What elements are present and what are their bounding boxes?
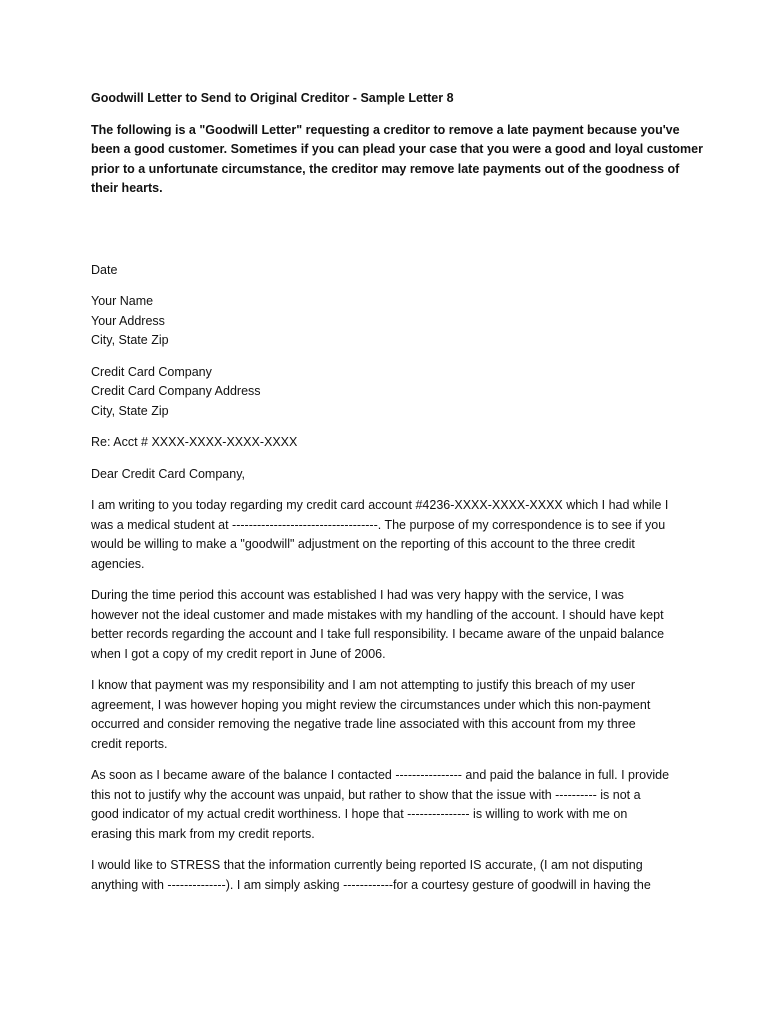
sender-address-block xyxy=(91,292,681,351)
sender-address: Your Address xyxy=(91,313,165,328)
reference-line: Re: Acct # XXXX-XXXX-XXXX-XXXX xyxy=(91,435,298,449)
paragraph-1 xyxy=(91,496,681,574)
paragraph-3 xyxy=(91,676,681,754)
paragraph-line: better records regarding the account and I take full responsibility. I became aware of the unpaid balance xyxy=(91,627,665,641)
paragraph-line: As soon as I became aware of the balance I contacted ---------------- and paid the balance in full. I provide xyxy=(91,768,670,782)
paragraph-line: During the time period this account was established I had was very happy with the service, I was xyxy=(91,588,624,602)
recipient-company: Credit Card Company xyxy=(91,364,212,379)
intro-line: prior to a unfortunate circumstance, the creditor may remove late payments out of the goodness of xyxy=(91,161,680,176)
document-title: Goodwill Letter to Send to Original Creditor - Sample Letter 8 xyxy=(91,91,454,105)
recipient-city: City, State Zip xyxy=(91,403,169,418)
intro-line: their hearts. xyxy=(91,181,163,195)
intro-line: The following is a "Goodwill Letter" requesting a creditor to remove a late payment because you've xyxy=(91,122,680,137)
intro-line: been a good customer. Sometimes if you can plead your case that you were a good and loyal customer xyxy=(91,142,703,156)
intro-text xyxy=(91,121,703,199)
paragraph-line: occurred and consider removing the negative trade line associated with this account from my three xyxy=(91,717,636,731)
paragraph-line: however not the ideal customer and made mistakes with my handling of the account. I should have kept xyxy=(91,607,664,622)
salutation: Dear Credit Card Company, xyxy=(91,466,245,481)
recipient-address-block xyxy=(91,363,681,422)
recipient-address: Credit Card Company Address xyxy=(91,384,261,398)
letter-body xyxy=(91,89,703,907)
sender-city: City, State Zip xyxy=(91,333,169,347)
paragraph-line: when I got a copy of my credit report in June of 2006. xyxy=(91,646,386,661)
paragraph-2 xyxy=(91,586,681,664)
paragraph-line: agreement, I was however hoping you might review the circumstances under which this non-payment xyxy=(91,697,651,712)
paragraph-line: was a medical student at -----------------------------------. The purpose of my correspondence is to see if you xyxy=(91,517,666,532)
paragraph-line: I am writing to you today regarding my credit card account #4236-XXXX-XXXX-XXXX which I had while I xyxy=(91,498,669,512)
date-line: Date xyxy=(91,262,118,277)
paragraph-line: I know that payment was my responsibility and I am not attempting to justify this breach of my user xyxy=(91,678,635,692)
blank-space xyxy=(91,199,681,261)
paragraph-line: anything with --------------). I am simply asking ------------for a courtesy gesture of goodwill in having the xyxy=(91,877,651,892)
paragraph-line: would be willing to make a "goodwill" adjustment on the reporting of this account to the three credit xyxy=(91,537,635,551)
paragraph-line: erasing this mark from my credit reports. xyxy=(91,826,315,841)
paragraph-line: credit reports. xyxy=(91,736,168,751)
sender-name: Your Name xyxy=(91,294,154,308)
paragraph-line: agencies. xyxy=(91,556,145,571)
paragraph-line: good indicator of my actual credit worthiness. I hope that --------------- is willing to work with me on xyxy=(91,807,628,821)
paragraph-line: this not to justify why the account was unpaid, but rather to show that the issue with ---------- is not a xyxy=(91,787,641,802)
paragraph-5 xyxy=(91,856,681,895)
paragraph-4 xyxy=(91,766,681,844)
paragraph-line: I would like to STRESS that the information currently being reported IS accurate, (I am not disputing xyxy=(91,858,643,872)
